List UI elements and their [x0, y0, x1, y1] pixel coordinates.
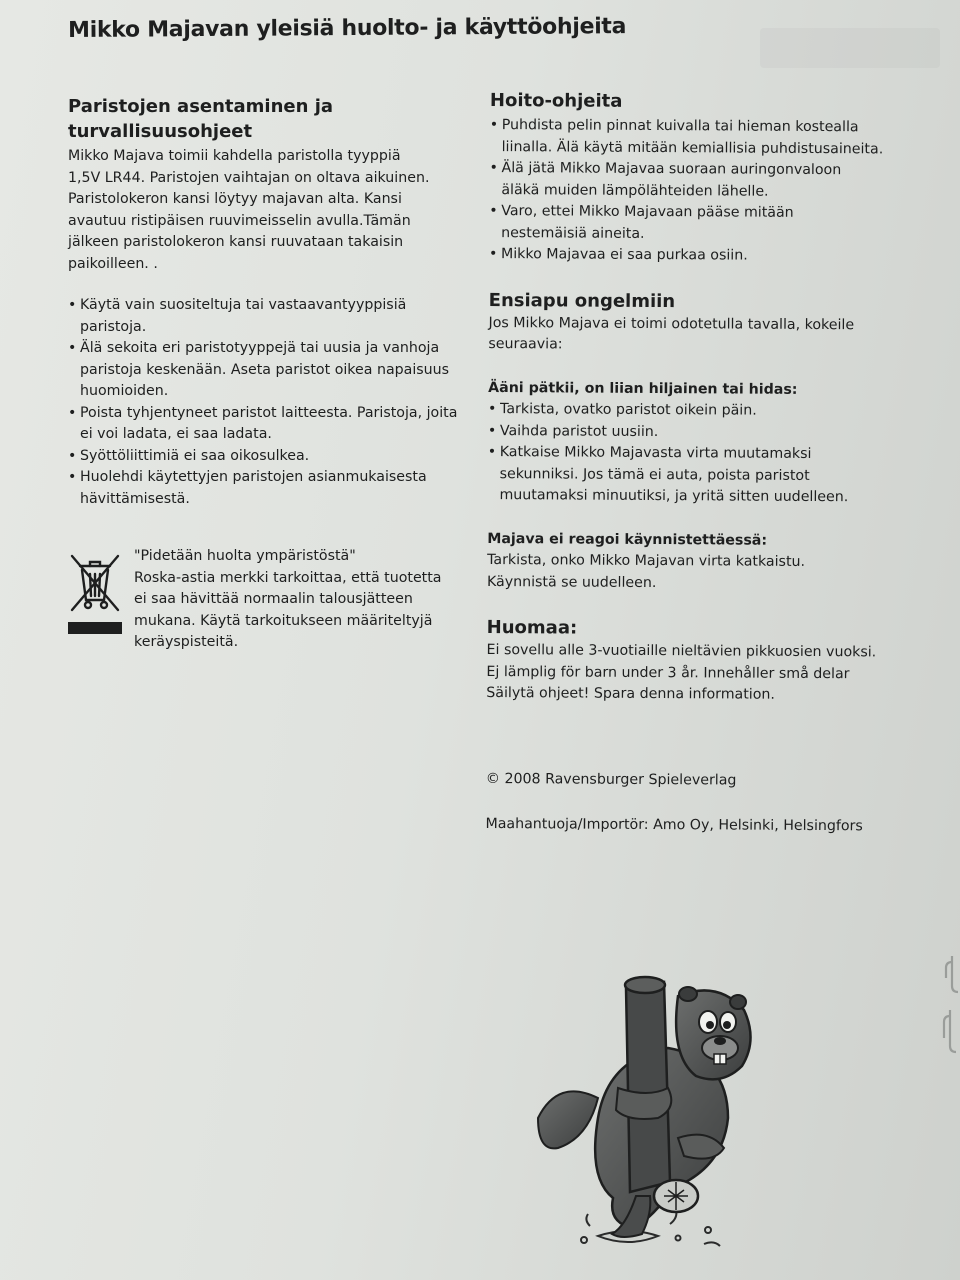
- care-list: [489, 115, 910, 268]
- list-item: • Tarkista, ovatko paristot oikein päin.: [488, 399, 908, 423]
- problem-start-title: Majava ei reagoi käynnistettäessä:: [487, 530, 768, 549]
- text-line: 1,5V LR44. Paristojen vaihtajan on oltava aikuinen.: [68, 169, 430, 186]
- list-item: • Varo, ettei Mikko Majavaan pääse mitään nestemäisiä aineita.: [489, 201, 909, 247]
- importer: Maahantuoja/Importör: Amo Oy, Helsinki, Helsingfors: [485, 815, 863, 835]
- list-item: • Puhdista pelin pinnat kuivalla tai hieman kostealla liinalla. Älä käytä mitään kemiallisia puhdistusaineita.: [490, 115, 910, 161]
- text-line: jälkeen paristolokeron kansi ruuvataan takaisin: [68, 234, 404, 250]
- list-item: • Huolehdi käytettyjen paristojen asianmukaisesta hävittämisestä.: [68, 467, 468, 510]
- crossed-out-bin-icon: [68, 550, 122, 640]
- list-item: • Katkaise Mikko Majavasta virta muutamaksi sekunniksi. Jos tämä ei auta, poista paristot muutamaksi minuutiksi, ja yritä sitten uudelleen.: [487, 442, 907, 509]
- text-line: ei saa hävittää normaalin talousjätteen: [134, 591, 413, 607]
- recycling-slogan: "Pidetään huolta ympäristöstä": [134, 548, 356, 564]
- firstaid-heading: Ensiapu ongelmiin: [488, 289, 676, 312]
- show-through-shading: [760, 28, 940, 68]
- right-column: [485, 88, 910, 838]
- text-line: keräyspisteitä.: [134, 634, 239, 650]
- text-line: mukana. Käytä tarkoitukseen määriteltyjä: [134, 612, 433, 629]
- text-line: paikoilleen. .: [68, 255, 158, 272]
- binding-staples: [938, 950, 960, 1060]
- problem-sound-title: Ääni pätkii, on liian hiljainen tai hidas:: [488, 379, 798, 398]
- list-item: • Älä sekoita eri paristotyyppejä tai uusia ja vanhoja paristoja keskenään. Aseta paristot oikea napaisuus huomioiden.: [68, 338, 468, 403]
- text-line: Roska-astia merkki tarkoittaa, että tuotetta: [134, 569, 442, 586]
- battery-section: [68, 94, 468, 510]
- list-item: • Älä jätä Mikko Majavaa suoraan auringonvaloon äläkä muiden lämpölähteiden lähelle.: [489, 158, 909, 204]
- care-heading: Hoito-ohjeita: [489, 89, 623, 112]
- text-line: avautuu ristipäisen ruuvimeisselin avulla.Tämän: [68, 212, 411, 229]
- battery-intro: [68, 146, 468, 275]
- list-item: • Mikko Majavaa ei saa purkaa osiin.: [489, 244, 909, 268]
- list-item: • Syöttöliittimiä ei saa oikosulkea.: [68, 446, 468, 468]
- problem-start-text: Tarkista, onko Mikko Majavan virta katkaistu. Käynnistä se uudelleen.: [486, 551, 806, 591]
- copyright: © 2008 Ravensburger Spieleverlag: [485, 770, 737, 789]
- problem-sound-list: [487, 399, 908, 509]
- text-line: Paristolokeron kansi löytyy majavan alta. Kansi: [68, 191, 402, 207]
- list-item: • Vaihda paristot uusiin.: [488, 420, 908, 444]
- page-title: Mikko Majavan yleisiä huolto- ja käyttöohjeita: [68, 14, 627, 43]
- battery-safety-list: [68, 295, 468, 510]
- battery-heading: Paristojen asentaminen ja turvallisuusohjeet: [68, 96, 334, 142]
- beaver-with-log-illustration: [528, 968, 758, 1264]
- list-item: • Poista tyhjentyneet paristot laitteesta. Paristoja, joita ei voi ladata, ei saa ladata.: [68, 403, 468, 446]
- text-line: Mikko Majava toimii kahdella paristolla tyyppiä: [68, 148, 401, 164]
- list-item: • Käytä vain suositeltuja tai vastaavantyyppisiä paristoja.: [68, 295, 468, 338]
- recycling-notice: [68, 546, 468, 654]
- note-text: Ei sovellu alle 3-vuotiaille nieltävien pikkuosien vuoksi. Ej lämplig för barn under 3 år. Innehåller små delar Säilytä ohjeet! Spara denna information.: [486, 641, 877, 703]
- note-heading: Huomaa:: [486, 616, 578, 639]
- firstaid-intro: Jos Mikko Majava ei toimi odotetulla tavalla, kokeile seuraavia:: [488, 314, 855, 353]
